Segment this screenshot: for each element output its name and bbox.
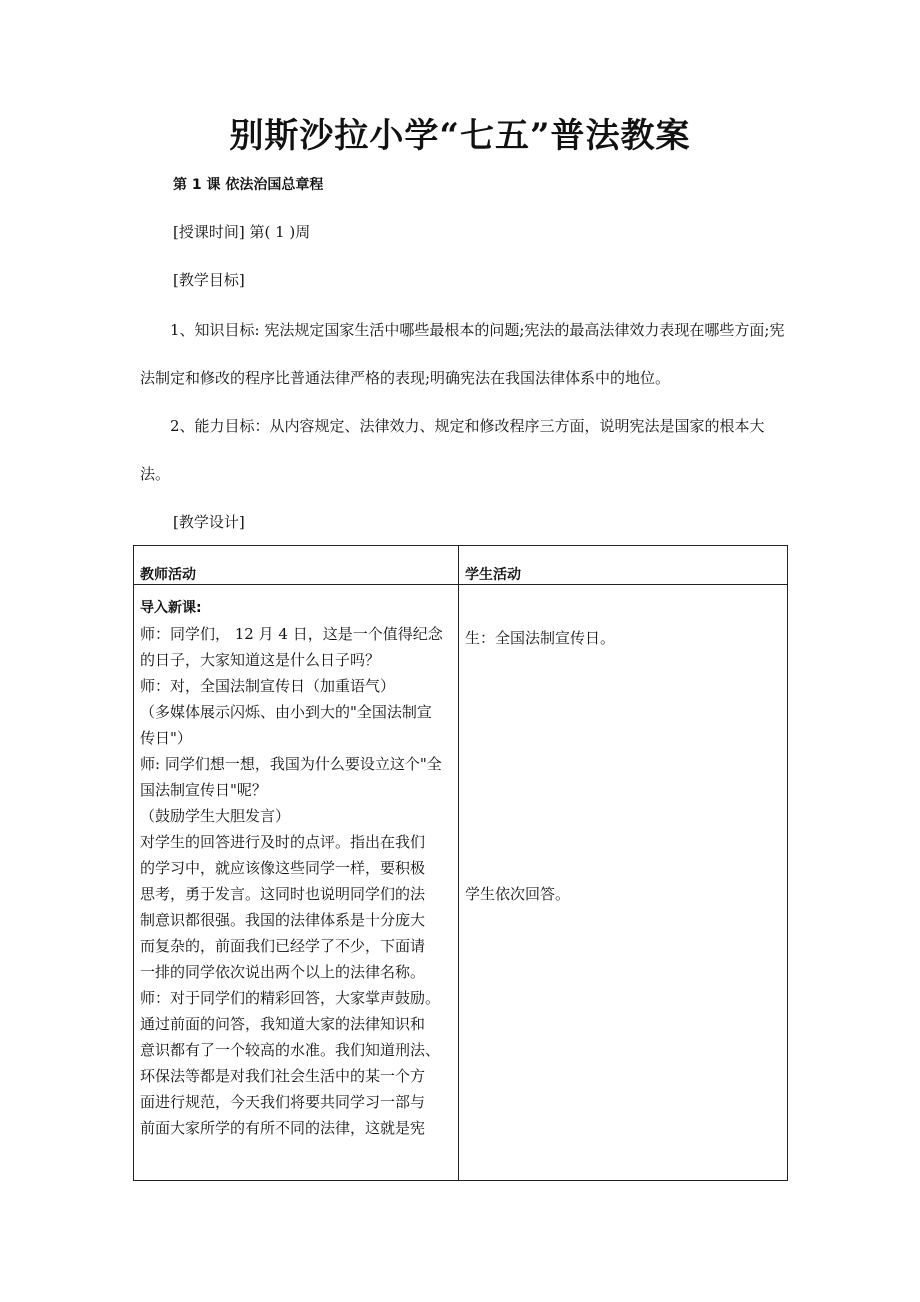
student-answer-2: 学生依次回答。 bbox=[465, 885, 571, 903]
teacher-line: 面进行规范，今天我们将要共同学习一部与 bbox=[140, 1093, 426, 1111]
teacher-line: 通过前面的问答，我知道大家的法律知识和 bbox=[140, 1015, 426, 1033]
teacher-line: 的日子，大家知道这是什么日子吗？ bbox=[140, 651, 381, 669]
student-answer-1: 生：全国法制宣传日。 bbox=[465, 629, 616, 647]
teacher-line: 意识都有了一个较高的水准。我们知道刑法、 bbox=[140, 1041, 441, 1059]
teacher-line: （鼓励学生大胆发言） bbox=[140, 807, 291, 825]
teacher-line: 师：同学们， 12 月 4 日，这是一个值得纪念 bbox=[140, 625, 443, 643]
teacher-line: 制意识都很强。我国的法律体系是十分庞大 bbox=[140, 911, 426, 929]
teacher-line: 传日"） bbox=[140, 729, 192, 747]
lesson-plan-table bbox=[133, 545, 788, 1181]
teacher-line: 对学生的回答进行及时的点评。指出在我们 bbox=[140, 833, 426, 851]
teacher-line: 而复杂的，前面我们已经学了不少，下面请 bbox=[140, 937, 426, 955]
goal-ability: 2、能力目标：从内容规定、法律效力、规定和修改程序三方面，说明宪法是国家的根本大法。 bbox=[140, 417, 765, 483]
lesson-heading: 第 1 课 依法治国总章程 bbox=[173, 177, 324, 193]
student-activity-header: 学生活动 bbox=[459, 546, 788, 585]
teacher-line: 环保法等都是对我们社会生活中的某一个方 bbox=[140, 1067, 426, 1085]
teacher-line: 师：对，全国法制宣传日（加重语气） bbox=[140, 677, 396, 695]
goal-knowledge: 1、知识目标: 宪法规定国家生活中哪些最根本的问题;宪法的最高法律效力表现在哪些方面;宪法制定和修改的程序比普通法律严格的表现;明确宪法在我国法律体系中的地位。 bbox=[140, 321, 785, 387]
document-title: 别斯沙拉小学“七五”普法教案 bbox=[229, 116, 691, 156]
goals-heading: [教学目标] bbox=[173, 271, 245, 289]
teacher-line: 思考，勇于发言。这同时也说明同学们的法 bbox=[140, 885, 426, 903]
teacher-line: 前面大家所学的有所不同的法律，这就是宪 bbox=[140, 1119, 426, 1137]
teacher-line: 一排的同学依次说出两个以上的法律名称。 bbox=[140, 963, 426, 981]
student-activity-cell bbox=[459, 585, 788, 1181]
design-heading: [教学设计] bbox=[173, 513, 245, 531]
teacher-activity-cell bbox=[134, 585, 459, 1181]
teacher-line: 师：对于同学们的精彩回答，大家掌声鼓励。 bbox=[140, 989, 441, 1007]
table-header-row bbox=[134, 546, 788, 585]
teacher-line: 师: 同学们想一想，我国为什么要设立这个"全 bbox=[140, 755, 442, 773]
teaching-time: [授课时间] 第( 1 )周 bbox=[173, 223, 311, 241]
teacher-line: 导入新课: bbox=[140, 600, 202, 616]
teacher-line: 的学习中，就应该像这些同学一样，要积极 bbox=[140, 859, 426, 877]
teacher-line: 国法制宣传日"呢？ bbox=[140, 781, 267, 799]
teacher-activity-header: 教师活动 bbox=[134, 546, 459, 585]
teacher-line: （多媒体展示闪烁、由小到大的"全国法制宣 bbox=[140, 703, 432, 721]
table-row bbox=[134, 585, 788, 1181]
